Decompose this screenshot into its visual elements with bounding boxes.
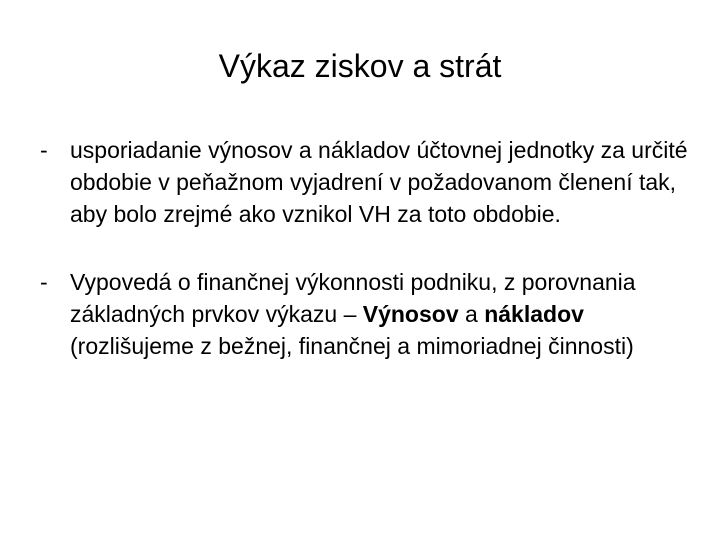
bold-term-nakladov: nákladov bbox=[484, 301, 584, 327]
bullet-text-middle: a bbox=[458, 301, 485, 327]
bullet-text-before: Vypovedá o finančnej výkonnosti podniku, z porovnania základných prvkov výkazu – bbox=[70, 269, 636, 327]
bullet-item-definition bbox=[38, 134, 698, 230]
bullet-text-after: (rozlišujeme z bežnej, finančnej a mimoriadnej činnosti) bbox=[70, 333, 634, 359]
bullet-marker: - bbox=[40, 137, 48, 163]
slide-title: Výkaz ziskov a strát bbox=[218, 48, 502, 84]
bullet-marker: - bbox=[40, 269, 48, 295]
bold-term-vynosov: Výnosov bbox=[362, 301, 459, 327]
bullet-text: usporiadanie výnosov a nákladov účtovnej jednotky za určité obdobie v peňažnom vyjadrení v požadovanom členení tak, aby bolo zrejmé ako vznikol VH za toto obdobie. bbox=[70, 137, 688, 227]
bullet-list bbox=[38, 134, 698, 362]
bullet-item-performance bbox=[38, 266, 698, 362]
